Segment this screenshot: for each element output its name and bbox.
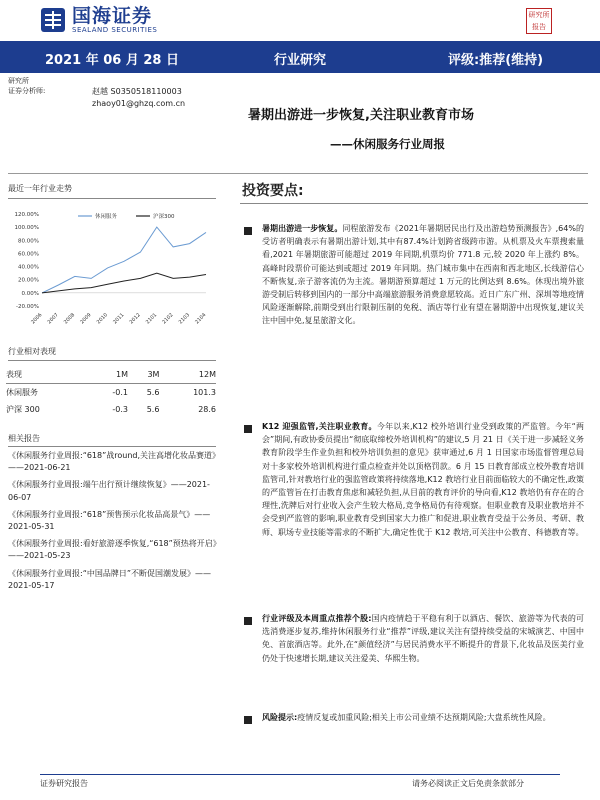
x-tick-label: 2101 <box>144 312 159 326</box>
report-link[interactable]: 《休闲服务行业周报:“618”预售预示化妆品高景气》——2021-05-31 <box>8 509 211 532</box>
paragraph-text: 疫情反复或加重风险;相关上市公司业绩不达预期风险;大盘系统性风险。 <box>297 713 551 722</box>
institute-label: 研究所 <box>8 77 29 85</box>
performance-table <box>6 366 216 418</box>
y-tick-label: 40.00% <box>18 264 39 271</box>
report-title: 暑期出游进一步恢复,关注职业教育市场 <box>248 108 474 123</box>
table-header-cell: 表现 <box>6 366 89 384</box>
x-tick-label: 2012 <box>128 312 142 326</box>
table-cell: 28.6 <box>198 405 216 414</box>
table-cell: 休闲服务 <box>6 388 38 397</box>
paragraph-text: 同程旅游发布《2021年暑期居民出行及出游趋势预测报告》,64%的受访者明确表示有暑期出游计划,其中有87.4%计划跨省级跨市游。从机票及火车票搜索量看,2021 年暑期旅游可能超过 2019 年同期,机票均价 771.8 元,较 2020 年上涨约 8%。高峰时段票价可能达到或超过 2019 年同期。热门城市集中在西南和西北地区,长线游信心不断恢复,亲子游客流仍为主流。暑期游预算超过 1 万元的比例达到 8.6%。休现出境外旅游受制后转移到国内的一部分中高端旅游服务消费意愿较高。近日广东广州、深圳等地疫情风险逐渐解除,前期受到出行限制压制的免税、酒店等行业有望在暑期游中出现恢复,建议关注中国中免,复星旅游文化。 <box>262 224 585 326</box>
investment-highlights-heading: 投资要点: <box>242 183 304 199</box>
x-tick-label: 2008 <box>62 312 77 326</box>
report-link[interactable]: 《休闲服务行业周报:看好旅游逐季恢复,“618”预热将开启》——2021-05-23 <box>8 539 217 561</box>
legend-label: 休闲服务 <box>95 214 118 220</box>
report-date: 2021 年 06 月 28 日 <box>45 53 179 68</box>
y-tick-label: 0.00% <box>21 290 39 297</box>
report-category: 行业研究 <box>274 53 327 68</box>
related-reports <box>8 450 218 597</box>
industry-trend-chart <box>6 206 214 331</box>
bullet-icon <box>244 617 252 625</box>
y-tick-label: 60.00% <box>18 251 39 258</box>
y-tick-label: 20.00% <box>18 277 39 284</box>
footer-disclaimer: 请务必阅读正文后免责条款部分 <box>412 779 524 788</box>
x-tick-label: 2102 <box>161 312 175 326</box>
paragraph-text: 今年以来,K12 校外培训行业受到政策的严监管。今年“两会”期间,有政协委员提出“彻底取缔校外培训机构”的建议,5 月 21 日《关于进一步减轻义务教育阶段学生作业负担和校外培训负担的意见》获审通过,6 月 1 日国家市场监督管理总局对十多家校外培训机构进行重点检查并处以顶格罚款。6 月 15 日教育部成立校外教育培训监管司,针对教培行业的强监管政策将持续落地,K12 教培行业目前面临较大的不确定性,政策的严监管旨在打击教育焦虑和减轻负担,从目前的教育评价的导向看,K12 教培仍有存在的合理性,洗牌后对行业收入会产生较大格局,竞争格局仍有待观察。但职业教育及职业教培并不会受到严监管的影响,职业教育受到国家大力推广和促进,职业教育受益于公务员、考研、教师、职场专业技能等需求的不断扩大,确定性优于 K12 教培,可关注中公教育、科德教育等。 <box>262 422 585 537</box>
analyst-name: 赵越 S0350518110003 <box>92 87 182 96</box>
divider <box>8 446 216 447</box>
logo-icon <box>40 7 66 33</box>
table-row <box>6 384 216 402</box>
footer-divider <box>40 774 560 775</box>
bullet-icon <box>244 425 252 433</box>
bullet-icon <box>244 227 252 235</box>
paragraph-k12 <box>262 420 584 539</box>
divider <box>240 203 588 204</box>
report-link[interactable]: 《休闲服务行业周报:“中国品牌日”不断促国潮发展》——2021-05-17 <box>8 568 211 590</box>
x-tick-label: 2006 <box>30 312 44 326</box>
company-name-cn: 国海证券 <box>72 5 153 27</box>
table-header-cell: 3M <box>128 366 159 384</box>
x-tick-label: 2103 <box>177 312 192 326</box>
paragraph-rating <box>262 612 584 665</box>
series-line <box>42 273 206 293</box>
table-cell: 101.3 <box>193 388 216 397</box>
y-tick-label: 120.00% <box>14 212 39 218</box>
series-line <box>42 227 206 293</box>
paragraph-lead: 风险提示: <box>262 713 298 722</box>
paragraph-lead: 行业评级及本周重点推荐个股: <box>262 614 372 623</box>
paragraph-summer-travel <box>262 222 584 328</box>
bullet-icon <box>244 716 252 724</box>
paragraph-risk <box>262 711 584 724</box>
company-logo <box>40 6 157 34</box>
footer-left: 证券研究报告 <box>40 779 88 788</box>
table-header-cell: 12M <box>159 366 216 384</box>
table-cell: 沪深 300 <box>6 405 40 414</box>
trend-label: 最近一年行业走势 <box>8 184 72 193</box>
table-cell: 5.6 <box>146 388 160 397</box>
paragraph-lead: K12 迎强监管,关注职业教育。 <box>262 422 377 431</box>
report-rating: 评级:推荐(维持) <box>448 53 544 68</box>
table-cell: 5.6 <box>146 405 160 414</box>
divider <box>8 173 588 174</box>
perf-label: 行业相对表现 <box>8 347 56 356</box>
table-header-cell: 1M <box>89 366 128 384</box>
table-row <box>6 401 216 418</box>
divider <box>8 198 216 199</box>
research-seal: 研究所报告 <box>526 8 552 34</box>
reports-label: 相关报告 <box>8 434 40 443</box>
analyst-label: 证券分析师: <box>8 87 46 95</box>
table-header-row <box>6 366 216 384</box>
analyst-block <box>8 76 45 96</box>
y-tick-label: 80.00% <box>18 238 39 245</box>
report-link[interactable]: 《休闲服务行业周报:端午出行预计继续恢复》——2021-06-07 <box>8 480 210 502</box>
y-tick-label: 100.00% <box>14 225 39 232</box>
x-tick-label: 2010 <box>95 312 110 326</box>
analyst-info <box>92 86 185 110</box>
y-tick-label: -20.00% <box>16 304 39 310</box>
x-tick-label: 2011 <box>112 312 126 326</box>
legend-label: 沪深300 <box>153 214 175 220</box>
table-cell: -0.3 <box>112 405 128 414</box>
report-subtitle: ——休闲服务行业周报 <box>330 137 445 151</box>
x-tick-label: 2009 <box>79 312 93 326</box>
paragraph-lead: 暑期出游进一步恢复。 <box>262 224 343 233</box>
x-tick-label: 2007 <box>46 312 60 326</box>
x-tick-label: 2104 <box>194 312 208 326</box>
paragraph-text: 国内疫情趋于平稳有利于以酒店、餐饮、旅游等为代表的可选消费逐步复苏,维持休闲服务行业“推荐”评级,建议关注有望持续受益的宋城演艺、中国中免、首旅酒店等。此外,在“颜值经济”与居民消费水平不断提升的背景下,化妆品及医美行业仍处于快速增长期,建议关注爱美、华熙生物。 <box>262 614 584 663</box>
report-link[interactable]: 《休闲服务行业周报:“618”战round,关注高增化妆品赛道》——2021-06-21 <box>8 451 217 473</box>
report-header-bar <box>0 41 600 73</box>
table-cell: -0.1 <box>112 388 128 397</box>
analyst-email: zhaoy01@ghzq.com.cn <box>92 99 186 108</box>
divider <box>8 360 216 361</box>
company-name-en: SEALAND SECURITIES <box>72 26 158 34</box>
